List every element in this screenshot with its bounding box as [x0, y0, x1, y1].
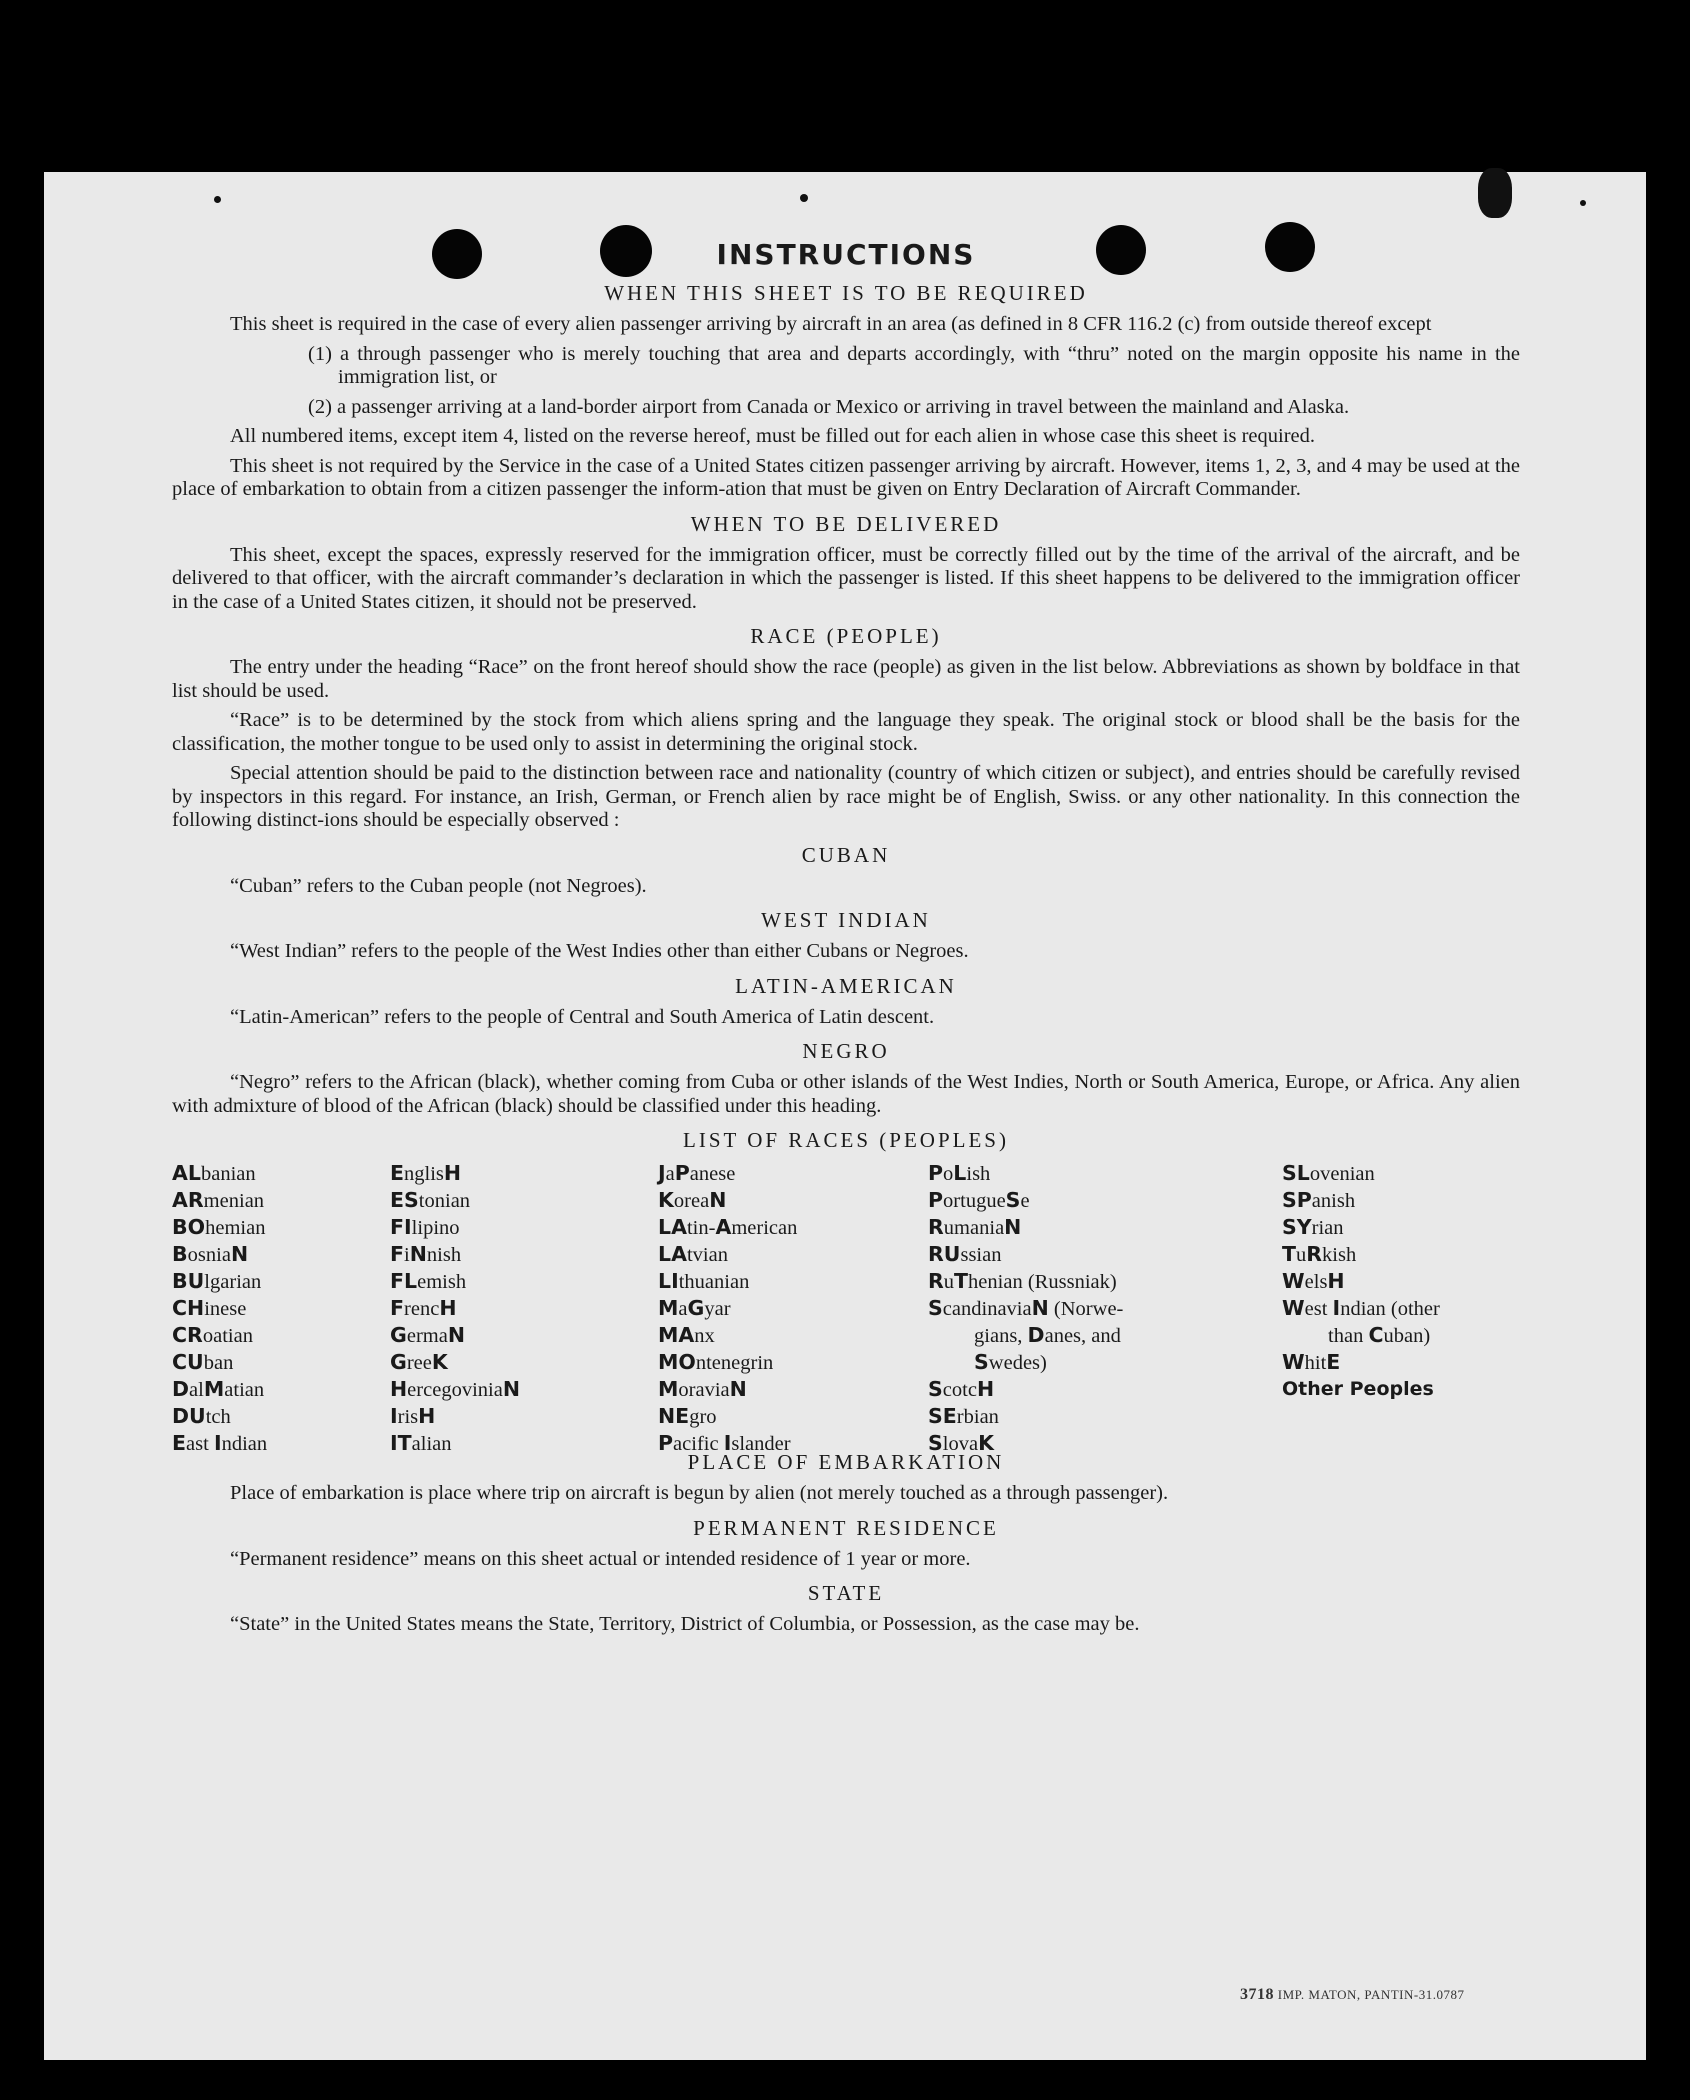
race-item: SLovenian: [1282, 1161, 1375, 1185]
paragraph: The entry under the heading “Race” on the front hereof should show the race (people) as given in the list below. Abbreviations as shown by boldface in that list should be used.: [172, 656, 1520, 702]
page-title: INSTRUCTIONS: [716, 238, 976, 271]
race-item: ScotcH: [928, 1377, 995, 1401]
race-item: GermaN: [390, 1323, 465, 1347]
section-heading: PERMANENT RESIDENCE: [693, 1515, 999, 1540]
race-item: ScandinaviaN (Norwe-: [928, 1296, 1124, 1320]
race-item: TuRkish: [1282, 1242, 1357, 1266]
section-heading: WHEN THIS SHEET IS TO BE REQUIRED: [604, 281, 1088, 305]
ink-speck: [800, 194, 808, 202]
section-heading: WHEN TO BE DELIVERED: [690, 511, 1002, 536]
race-item: Pacific Islander: [658, 1431, 791, 1455]
race-item: WhitE: [1282, 1350, 1341, 1374]
paragraph: This sheet, except the spaces, expressly reserved for the immigration officer, must be correctly filled out by the time of the arrival of the aircraft, and be delivered to that officer, with the aircraft commander’s declaration in which the passenger is listed. If this sheet happens to be delivered to the immigration officer in the case of a United States citizen, it should not be preserved.: [172, 543, 1520, 613]
section-heading: NEGRO: [802, 1039, 890, 1063]
race-item: KoreaN: [658, 1188, 727, 1212]
race-item: RuThenian (Russniak): [928, 1269, 1117, 1293]
race-item: SlovaK: [928, 1431, 994, 1455]
list-item: (2) a passenger arriving at a land-border airport from Canada or Mexico or arriving in travel between the mainland and Alaska.: [308, 395, 1350, 418]
race-item: ARmenian: [172, 1188, 265, 1212]
race-item: LAtin-American: [658, 1215, 798, 1239]
race-column-1: [172, 1160, 267, 1457]
section-heading: LATIN-AMERICAN: [735, 973, 957, 998]
form-number: 3718: [1240, 1986, 1274, 2003]
race-list: [172, 1160, 1520, 1455]
paragraph: “Cuban” refers to the Cuban people (not Negroes).: [230, 874, 647, 897]
race-item: MAnx: [658, 1323, 715, 1347]
race-item: MOntenegrin: [658, 1350, 774, 1374]
section-heading: CUBAN: [801, 842, 891, 867]
race-item: FiNnish: [390, 1242, 462, 1266]
race-item: IrisH: [390, 1404, 436, 1428]
paragraph: “Negro” refers to the African (black), whether coming from Cuba or other islands of the West Indies, North or South America, Europe, or Africa. Any alien with admixture of blood of the African (black) should be classified under this heading.: [172, 1071, 1520, 1117]
paragraph: “Race” is to be determined by the stock from which aliens spring and the language they speak. The original stock or blood shall be the basis for the classification, the mother tongue to be used only to assist in determining the original stock.: [172, 709, 1520, 755]
race-item: ITalian: [390, 1431, 452, 1455]
race-item: DUtch: [172, 1404, 231, 1428]
race-item: CRoatian: [172, 1323, 253, 1347]
race-item: HercegoviniaN: [390, 1377, 521, 1401]
race-item: BUlgarian: [172, 1269, 262, 1293]
race-column-3: [658, 1160, 797, 1457]
race-item: West Indian (other: [1282, 1296, 1440, 1320]
paragraph: All numbered items, except item 4, listed on the reverse hereof, must be filled out for each alien in whose case this sheet is required.: [230, 425, 1316, 447]
race-column-4: [928, 1160, 1123, 1457]
race-item: BosniaN: [172, 1242, 249, 1266]
race-item: East Indian: [172, 1431, 268, 1455]
race-item: EStonian: [390, 1188, 471, 1212]
paragraph: “West Indian” refers to the people of the West Indies other than either Cubans or Negroes.: [230, 940, 969, 962]
paragraph: “State” in the United States means the State, Territory, District of Columbia, or Possession, as the case may be.: [230, 1613, 1140, 1635]
paragraph: “Latin-American” refers to the people of Central and South America of Latin descent.: [230, 1005, 935, 1028]
paragraph: Special attention should be paid to the distinction between race and nationality (country of which citizen or subject), and entries should be carefully revised by inspectors in this regard. For instance, an Irish, German, or French alien by race might be of English, Swiss. or any other nationality. In this connection the following distinct-ions should be especially observed :: [172, 762, 1520, 831]
race-column-5: [1282, 1160, 1440, 1402]
list-item: (1) a through passenger who is merely touching that area and departs accordingly, with “thru” noted on the margin opposite his name in the immigration list, or: [308, 342, 1520, 388]
printer-name: IMP. MATON, PANTIN-31.0787: [1277, 1987, 1465, 2002]
race-item: PortugueSe: [928, 1188, 1030, 1212]
section-heading: RACE (PEOPLE): [750, 624, 942, 648]
race-item: RUssian: [928, 1242, 1002, 1266]
paragraph: This sheet is required in the case of every alien passenger arriving by aircraft in an area (as defined in 8 CFR 116.2 (c) from outside thereof except: [230, 313, 1432, 335]
ink-speck: [1580, 200, 1586, 206]
race-item: CHinese: [172, 1296, 247, 1320]
race-item: SYrian: [1282, 1215, 1344, 1239]
race-item: WelsH: [1282, 1269, 1345, 1293]
race-item: DalMatian: [172, 1377, 265, 1401]
race-item: CUban: [172, 1350, 234, 1374]
section-heading: LIST OF RACES (PEOPLES): [683, 1128, 1009, 1152]
printer-imprint: [1240, 1986, 1464, 2004]
race-item: SPanish: [1282, 1188, 1356, 1212]
race-item: BOhemian: [172, 1215, 266, 1239]
section-heading: STATE: [807, 1581, 885, 1605]
race-item: than Cuban): [1328, 1323, 1431, 1347]
race-item: gians, Danes, and: [974, 1323, 1121, 1347]
race-item: SErbian: [928, 1404, 999, 1428]
race-column-2: [390, 1160, 520, 1457]
race-item: Other Peoples: [1282, 1378, 1434, 1400]
race-item: FIlipino: [390, 1215, 460, 1239]
race-item: MoraviaN: [658, 1377, 747, 1401]
race-item: LAtvian: [658, 1242, 728, 1266]
section-heading: PLACE OF EMBARKATION: [687, 1450, 1005, 1474]
paragraph: Place of embarkation is place where trip on aircraft is begun by alien (not merely touched as a through passenger).: [230, 1482, 1169, 1504]
race-item: RumaniaN: [928, 1215, 1022, 1239]
section-heading: WEST INDIAN: [761, 908, 931, 932]
paragraph: “Permanent residence” means on this sheet actual or intended residence of 1 year or more.: [230, 1547, 971, 1570]
instructions-content: [172, 230, 1520, 1643]
race-item: LIthuanian: [658, 1269, 750, 1293]
race-item: MaGyar: [658, 1296, 731, 1320]
race-item: FrencH: [390, 1296, 457, 1320]
race-item: JaPanese: [658, 1161, 736, 1185]
race-item: NEgro: [658, 1404, 717, 1428]
race-item: FLemish: [390, 1269, 467, 1293]
ink-speck: [214, 196, 221, 203]
race-item: ALbanian: [172, 1161, 256, 1185]
race-item: Swedes): [974, 1350, 1047, 1374]
race-item: EnglisH: [390, 1161, 462, 1185]
race-item: PoLish: [928, 1161, 991, 1185]
ink-blot: [1478, 168, 1512, 218]
paragraph: This sheet is not required by the Service in the case of a United States citizen passenger arriving by aircraft. However, items 1, 2, 3, and 4 may be used at the place of embarkation to obtain from a citizen passenger the inform-ation that must be given on Entry Declaration of Aircraft Commander.: [172, 454, 1520, 500]
race-item: GreeK: [390, 1350, 448, 1374]
